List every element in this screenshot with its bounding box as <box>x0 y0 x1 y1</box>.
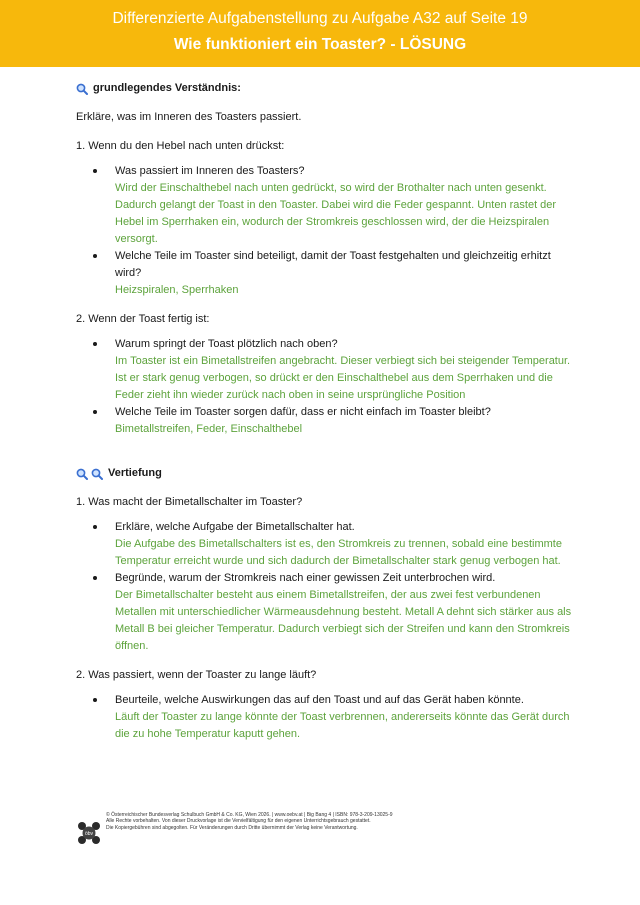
intro-text: Erkläre, was im Inneren des Toasters passiert. <box>76 111 302 123</box>
section-heading-text: grundlegendes Verständnis: <box>93 82 241 94</box>
question-title: 2. Was passiert, wenn der Toaster zu lange läuft? <box>76 669 317 681</box>
sub-question: Welche Teile im Toaster sind beteiligt, damit der Toast festgehalten und gleichzeitig erhitzt wird? <box>115 250 551 279</box>
section-advanced-heading <box>76 465 576 482</box>
fees-line: Die Kopiergebühren sind abgegolten. Für Veränderungen durch Dritte übernimmt der Verlag keine Verantwortung. <box>106 824 358 831</box>
oebv-logo <box>76 820 102 846</box>
logo-text: öbv <box>84 831 94 837</box>
sub-question: Begründe, warum der Stromkreis nach einer gewissen Zeit unterbrochen wird. <box>115 572 496 584</box>
question-title: 1. Wenn du den Hebel nach unten drückst: <box>76 140 285 152</box>
worksheet-content <box>76 80 576 743</box>
list-item <box>93 163 576 248</box>
answer-text: Die Aufgabe des Bimetallschalters ist es, den Stromkreis zu trennen, sobald eine bestimmte Temperatur erreicht wurde und sich dadurch der Bimetallschalter stark genug verbogen hat. <box>115 538 562 567</box>
question-list <box>76 163 576 299</box>
question-list <box>76 692 576 743</box>
answer-text: Läuft der Toaster zu lange könnte der Toast verbrennen, andererseits könnte das Gerät durch die zu hohe Temperatur kaputt gehen. <box>115 711 570 740</box>
question-list <box>76 519 576 655</box>
magnifier-icon <box>76 83 88 95</box>
list-item <box>93 519 576 570</box>
question-title: 1. Was macht der Bimetallschalter im Toaster? <box>76 496 303 508</box>
list-item <box>93 248 576 299</box>
sub-question: Warum springt der Toast plötzlich nach oben? <box>115 338 338 350</box>
section-heading-text: Vertiefung <box>108 467 162 479</box>
page-header <box>0 0 640 67</box>
sub-question: Erkläre, welche Aufgabe der Bimetallschalter hat. <box>115 521 355 533</box>
magnifier-icon <box>91 468 103 480</box>
header-subtitle: Differenzierte Aufgabenstellung zu Aufgabe A32 auf Seite 19 <box>112 10 528 27</box>
sub-question: Welche Teile im Toaster sorgen dafür, dass er nicht einfach im Toaster bleibt? <box>115 406 491 418</box>
magnifier-icon <box>76 468 88 480</box>
answer-text: Heizspiralen, Sperrhaken <box>115 284 239 296</box>
list-item <box>93 404 576 438</box>
list-item <box>93 336 576 404</box>
question-list <box>76 336 576 438</box>
copyright-line: © Österreichischer Bundesverlag Schulbuch GmbH & Co. KG, Wien 2026. | www.oebv.at | Big Bang 4 | ISBN: 978-3-209-13025-9 <box>106 812 393 818</box>
answer-text: Wird der Einschalthebel nach unten gedrückt, so wird der Brothalter nach unten gesenkt. Dadurch gelangt der Toast in den Toaster. Dabei wird die Feder gespannt. Unten rastet der Hebel im Sperrhaken ein, wodurch der Stromkreis geschlossen wird, der die Heizspiralen versorgt. <box>115 182 557 245</box>
header-title: Wie funktioniert ein Toaster? - LÖSUNG <box>173 36 467 53</box>
answer-text: Bimetallstreifen, Feder, Einschalthebel <box>115 423 303 435</box>
list-item <box>93 570 576 655</box>
rights-line: Alle Rechte vorbehalten. Von dieser Druckvorlage ist die Vervielfältigung für den eigenen Unterrichtsgebrauch gestattet. <box>106 818 371 825</box>
list-item <box>93 692 576 743</box>
answer-text: Der Bimetallschalter besteht aus einem Bimetallstreifen, der aus zwei fest verbundenen Metallen mit unterschiedlicher Wärmeausdehnung besteht. Metall A dehnt sich stärker aus als Metall B bei gleicher Temperatur. Dadurch verbiegt sich der Streifen und kann den Stromkreis öffnen. <box>115 589 572 652</box>
answer-text: Im Toaster ist ein Bimetallstreifen angebracht. Dieser verbiegt sich bei steigender Temperatur. Ist er stark genug verbogen, so drückt er den Einschalthebel aus dem Sperrhaken und die Feder zieht ihn wieder zurück nach oben in seine ursprüngliche Position <box>115 355 571 401</box>
page-footer <box>76 812 576 852</box>
sub-question: Was passiert im Inneren des Toasters? <box>115 165 305 177</box>
question-title: 2. Wenn der Toast fertig ist: <box>76 313 210 325</box>
copyright-text <box>106 812 393 831</box>
sub-question: Beurteile, welche Auswirkungen das auf den Toast und auf das Gerät haben könnte. <box>115 694 524 706</box>
section-basic-heading <box>76 80 576 97</box>
